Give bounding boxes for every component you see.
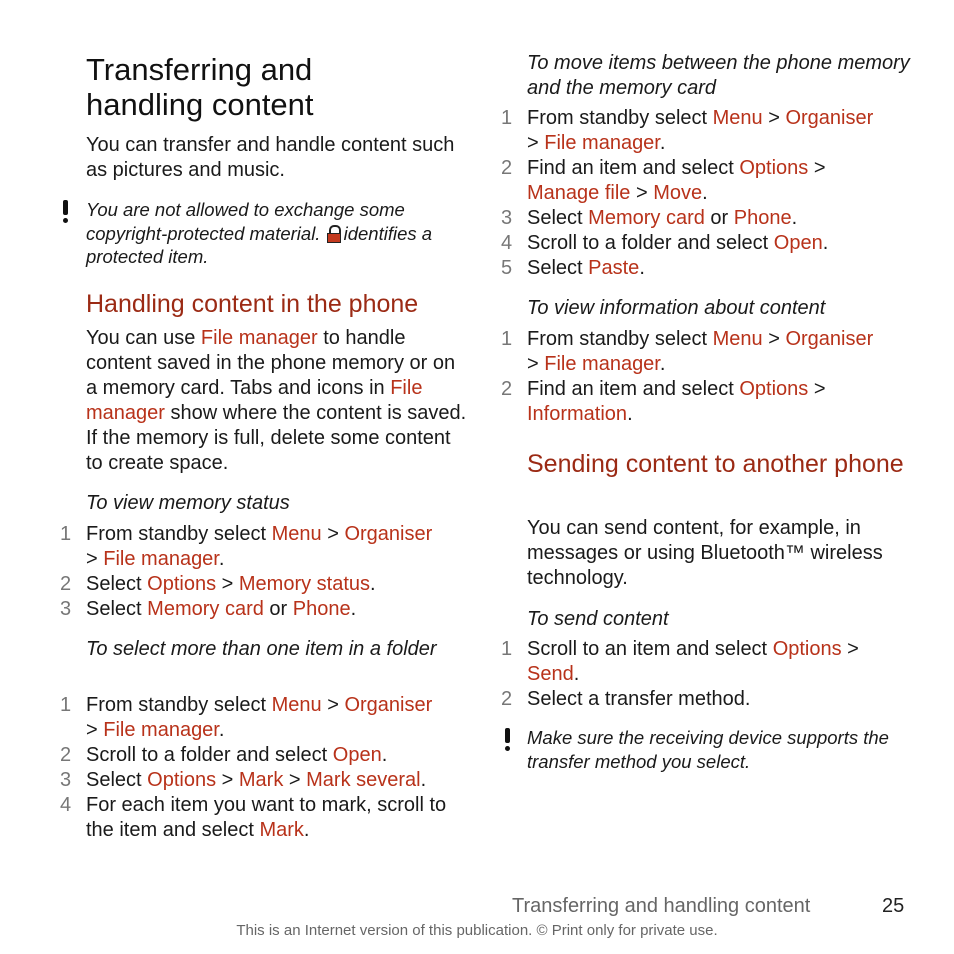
open-link: Open [332,744,382,766]
steps-view-info [501,327,916,427]
options-link: Options [772,638,842,660]
step-text: . [420,769,427,791]
step-text: . [659,353,666,375]
page-title [86,52,486,122]
step-number: 1 [60,523,72,545]
title-line-2: handling content [86,87,314,122]
page-number: 25 [882,895,905,917]
step-text: Select [86,769,148,791]
step-text: From standby select [86,523,272,545]
menu-link: Menu [712,328,763,350]
step-text: . [702,182,708,204]
steps-send-content [501,637,916,717]
step-item [86,793,470,843]
step-text: > [321,694,345,716]
steps-memory-status [60,522,470,622]
memory-card-link: Memory card [588,207,705,229]
organiser-link: Organiser [344,694,433,716]
footer-copyright-note: This is an Internet version of this publication. © Print only for private use. [236,922,718,939]
step-text: > [841,638,859,660]
memory-status-link: Memory status [238,573,371,595]
step-text: Find an item and select [527,378,740,400]
step-text: > [86,548,104,570]
mark-link: Mark [238,769,284,791]
step-text: Select [527,257,589,279]
step-item [86,597,470,622]
para-text: You can use [86,327,201,349]
step-number: 2 [60,744,72,766]
menu-link: Menu [712,107,763,129]
section-handling-paragraph [86,326,470,476]
file-manager-link: File manager [103,719,219,741]
subheading-send-content: To send content [527,608,669,630]
step-number: 4 [501,232,513,254]
section-sending-paragraph: You can send content, for example, in messages or using Bluetooth™ wireless technology. [527,517,883,589]
step-text: Find an item and select [527,157,740,179]
file-manager-link: File manager [544,353,660,375]
step-text: . [303,819,310,841]
step-text: Scroll to a folder and select [527,232,774,254]
step-text: > [216,573,239,595]
step-number: 3 [60,598,72,620]
step-number: 1 [501,638,513,660]
step-number: 2 [501,688,513,710]
step-text: . [659,132,666,154]
step-text: Select [527,207,589,229]
step-text: Scroll to an item and select [527,638,773,660]
section-heading-sending: Sending content to another phone [527,450,904,478]
step-text: > [216,769,239,791]
step-item [527,156,916,206]
intro-text: You can transfer and handle content such as pictures and music. [86,134,455,181]
step-item [527,256,916,281]
step-text: > [762,328,786,350]
step-text: From standby select [86,694,272,716]
step-text: . [350,598,357,620]
step-number: 3 [501,207,513,229]
step-text: Select [86,598,148,620]
information-link: Information [527,403,628,425]
step-text: . [218,548,225,570]
manage-file-link: Manage file [527,182,631,204]
step-number: 1 [501,107,513,129]
step-item [527,687,916,712]
mark-several-link: Mark several [306,769,421,791]
step-text: > [527,132,545,154]
subheading-view-info: To view information about content [527,297,826,319]
options-link: Options [147,573,217,595]
step-item [527,231,916,256]
organiser-link: Organiser [344,523,433,545]
para-text: show where the content is saved. If the memory is full, delete some content to create space. [86,402,467,474]
step-item [86,743,470,768]
mark-link: Mark [259,819,304,841]
open-link: Open [773,232,823,254]
step-number: 5 [501,257,513,279]
subheading-memory-status: To view memory status [86,492,290,514]
step-text: > [321,523,345,545]
memory-card-link: Memory card [147,598,264,620]
step-text: Select a transfer method. [527,688,751,710]
lock-icon [326,225,342,243]
options-link: Options [147,769,217,791]
paste-link: Paste [588,257,640,279]
file-manager-link: File manager [544,132,660,154]
step-number: 2 [60,573,72,595]
menu-link: Menu [271,694,322,716]
step-text: From standby select [527,107,713,129]
step-text: Scroll to a folder and select [86,744,333,766]
step-number: 1 [60,694,72,716]
step-item [86,768,470,793]
step-text: . [381,744,388,766]
step-text: > [808,157,826,179]
step-text: > [630,182,654,204]
step-item [527,637,916,687]
step-text: > [762,107,786,129]
step-text: From standby select [527,328,713,350]
step-text: . [791,207,798,229]
file-manager-link: File manager [103,548,219,570]
step-text: . [573,663,580,685]
step-item [86,522,470,572]
steps-select-more [60,693,470,843]
step-text: or [263,598,293,620]
step-text: For each item you want to mark, scroll to the item and select [86,794,447,841]
file-manager-link: File manager [86,377,423,424]
send-link: Send [527,663,574,685]
step-text: > [808,378,826,400]
step-text: . [822,232,829,254]
step-text: > [527,353,545,375]
note-copyright [86,198,471,269]
step-text: . [627,403,633,425]
step-item [86,572,470,597]
step-number: 4 [60,794,72,816]
step-text: Select [86,573,148,595]
step-item [527,106,916,156]
note-transfer-method: Make sure the receiving device supports the transfer method you select. [527,727,889,772]
step-item [527,206,916,231]
step-text: > [283,769,307,791]
step-item [527,327,916,377]
step-number: 3 [60,769,72,791]
menu-link: Menu [271,523,322,545]
subheading-move-items: To move items between the phone memory and the memory card [527,52,910,99]
phone-link: Phone [733,207,792,229]
section-heading-handling: Handling content in the phone [86,290,419,318]
step-item [527,377,916,427]
move-link: Move [653,182,703,204]
title-line-1: Transferring and [86,52,313,87]
subheading-select-more: To select more than one item in a folder [86,638,437,660]
step-text: . [370,573,376,595]
step-text: or [704,207,734,229]
step-text: . [218,719,225,741]
file-manager-link: File manager [200,327,318,349]
step-item [86,693,470,743]
step-number: 2 [501,157,513,179]
step-number: 1 [501,328,513,350]
steps-move-items [501,106,916,281]
para-text: to handle content saved in the phone memory or on a memory card. Tabs and icons in [86,327,456,399]
options-link: Options [739,157,809,179]
note-copyright-text-a: You are not allowed to exchange some copyright-protected material. [86,199,405,244]
options-link: Options [739,378,809,400]
step-text: . [639,257,645,279]
organiser-link: Organiser [785,107,874,129]
step-text: > [86,719,104,741]
footer-section-title: Transferring and handling content [512,895,811,917]
phone-link: Phone [292,598,351,620]
step-number: 2 [501,378,513,400]
note-copyright-text-b: identifies a protected item. [86,222,433,267]
organiser-link: Organiser [785,328,874,350]
